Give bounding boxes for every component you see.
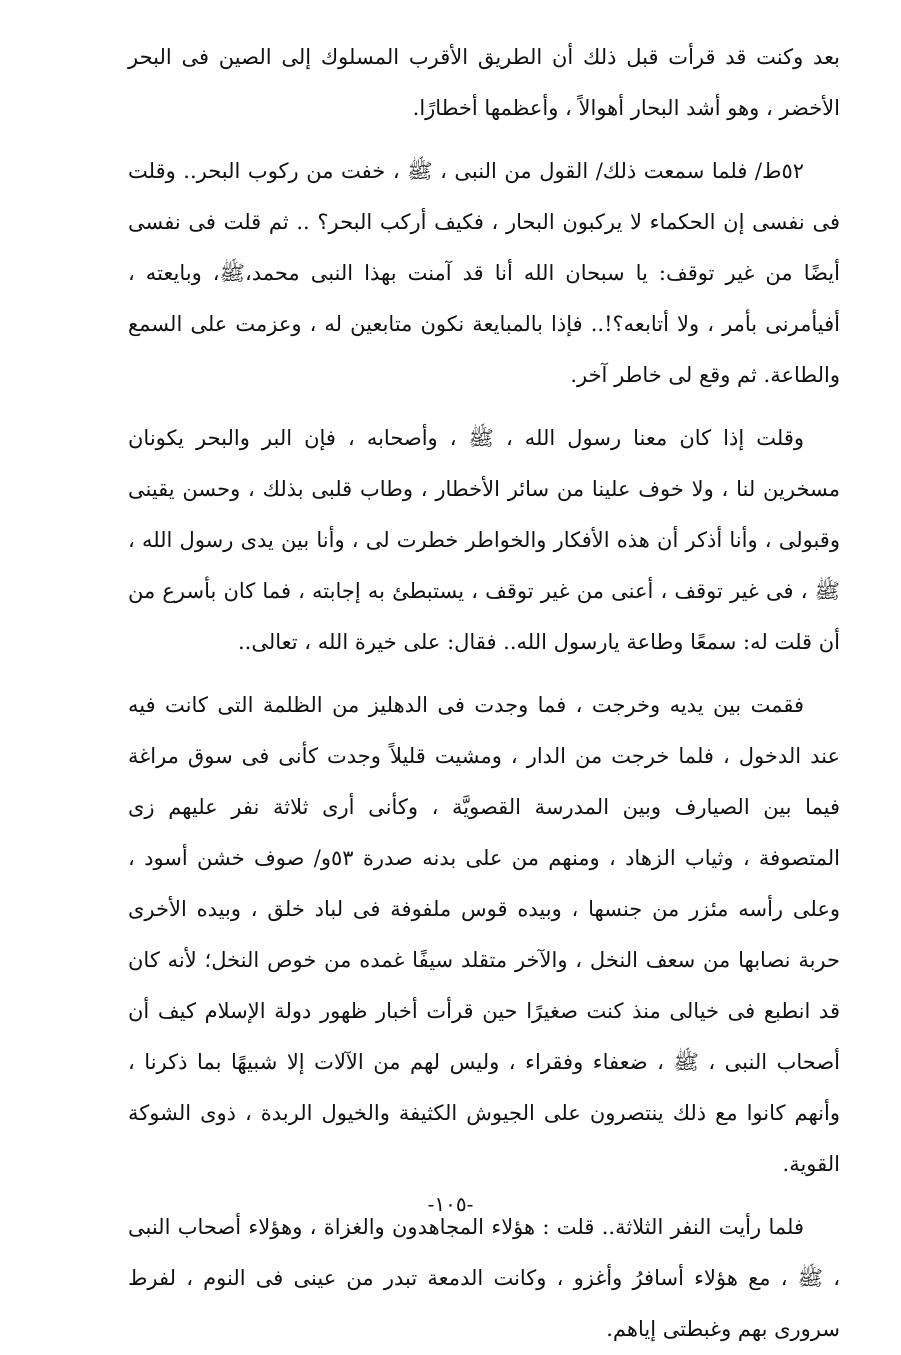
paragraph-5: فلما رأيت النفر الثلاثة.. قلت : هؤلاء المجاهدون والغزاة ، وهؤلاء أصحاب النبى ، ﷺ ، مع هؤلاء أسافرُ وأغزو ، وكانت الدمعة تبدر من عينى فى النوم ، لفرط سرورى بهم وغبطتى إياهم. (128, 1215, 840, 1341)
paragraph-4: فقمت بين يديه وخرجت ، فما وجدت فى الدهليز من الظلمة التى كانت فيه عند الدخول ، فلما خرجت من الدار ، ومشيت قليلاً وجدت كأنى فى سوق مراغة فيما بين الصيارف وبين المدرسة القصويَّة ، وكأنى أرى ثلاثة نفر عليهم زى المتصوفة ، وثياب الزهاد ، ومنهم من على بدنه صدرة ٥٣و/ صوف خشن أسود ، وعلى رأسه مئزر من جنسها ، وبيده قوس ملفوفة فى لباد خلق ، وبيده الأخرى حربة نصابها من سعف النخل ، والآخر متقلد سيفًا غمده من خوص النخل؛ لأنه كان قد انطبع فى خيالى منذ كنت صغيرًا حين قرأت أخبار ظهور دولة الإسلام كيف أن أصحاب النبى ، ﷺ ، ضعفاء وفقراء ، وليس لهم من الآلات إلا شبيهًا بما ذكرنا ، وأنهم كانوا مع ذلك ينتصرون على الجيوش الكثيفة والخيول الربدة ، ذوى الشوكة القوية. (128, 693, 840, 1176)
body-text (128, 32, 840, 1355)
paragraph-2: ٥٢ط/ فلما سمعت ذلك/ القول من النبى ، ﷺ ، خفت من ركوب البحر.. وقلت فى نفسى إن الحكماء لا يركبون البحار ، فكيف أركب البحر؟ .. ثم قلت فى نفسى أيضًا من غير توقف: يا سبحان الله أنا قد آمنت بهذا النبى محمد،ﷺ، وبايعته ، أفيأمرنى بأمر ، ولا أتابعه؟!.. فإذا بالمبايعة نكون متابعين له ، وعزمت على السمع والطاعة. ثم وقع لى خاطر آخر. (128, 159, 840, 387)
paragraph-3: وقلت إذا كان معنا رسول الله ، ﷺ ، وأصحابه ، فإن البر والبحر يكونان مسخرين لنا ، ولا خوف علينا من سائر الأخطار ، وطاب قلبى بذلك ، وحسن يقينى وقبولى ، وأنا أذكر أن هذه الأفكار والخواطر خطرت لى ، وأنا بين يدى رسول الله ، ﷺ ، فى غير توقف ، أعنى من غير توقف ، يستبطئ به إجابته ، فما كان بأسرع من أن قلت له: سمعًا وطاعة يارسول الله.. فقال: على خيرة الله ، تعالى.. (128, 426, 840, 654)
paragraph-1: بعد وكنت قد قرأت قبل ذلك أن الطريق الأقرب المسلوك إلى الصين فى البحر الأخضر ، وهو أشد البحار أهوالاً ، وأعظمها أخطارًا. (128, 45, 840, 120)
page-number: -١٠٥- (427, 1192, 474, 1216)
